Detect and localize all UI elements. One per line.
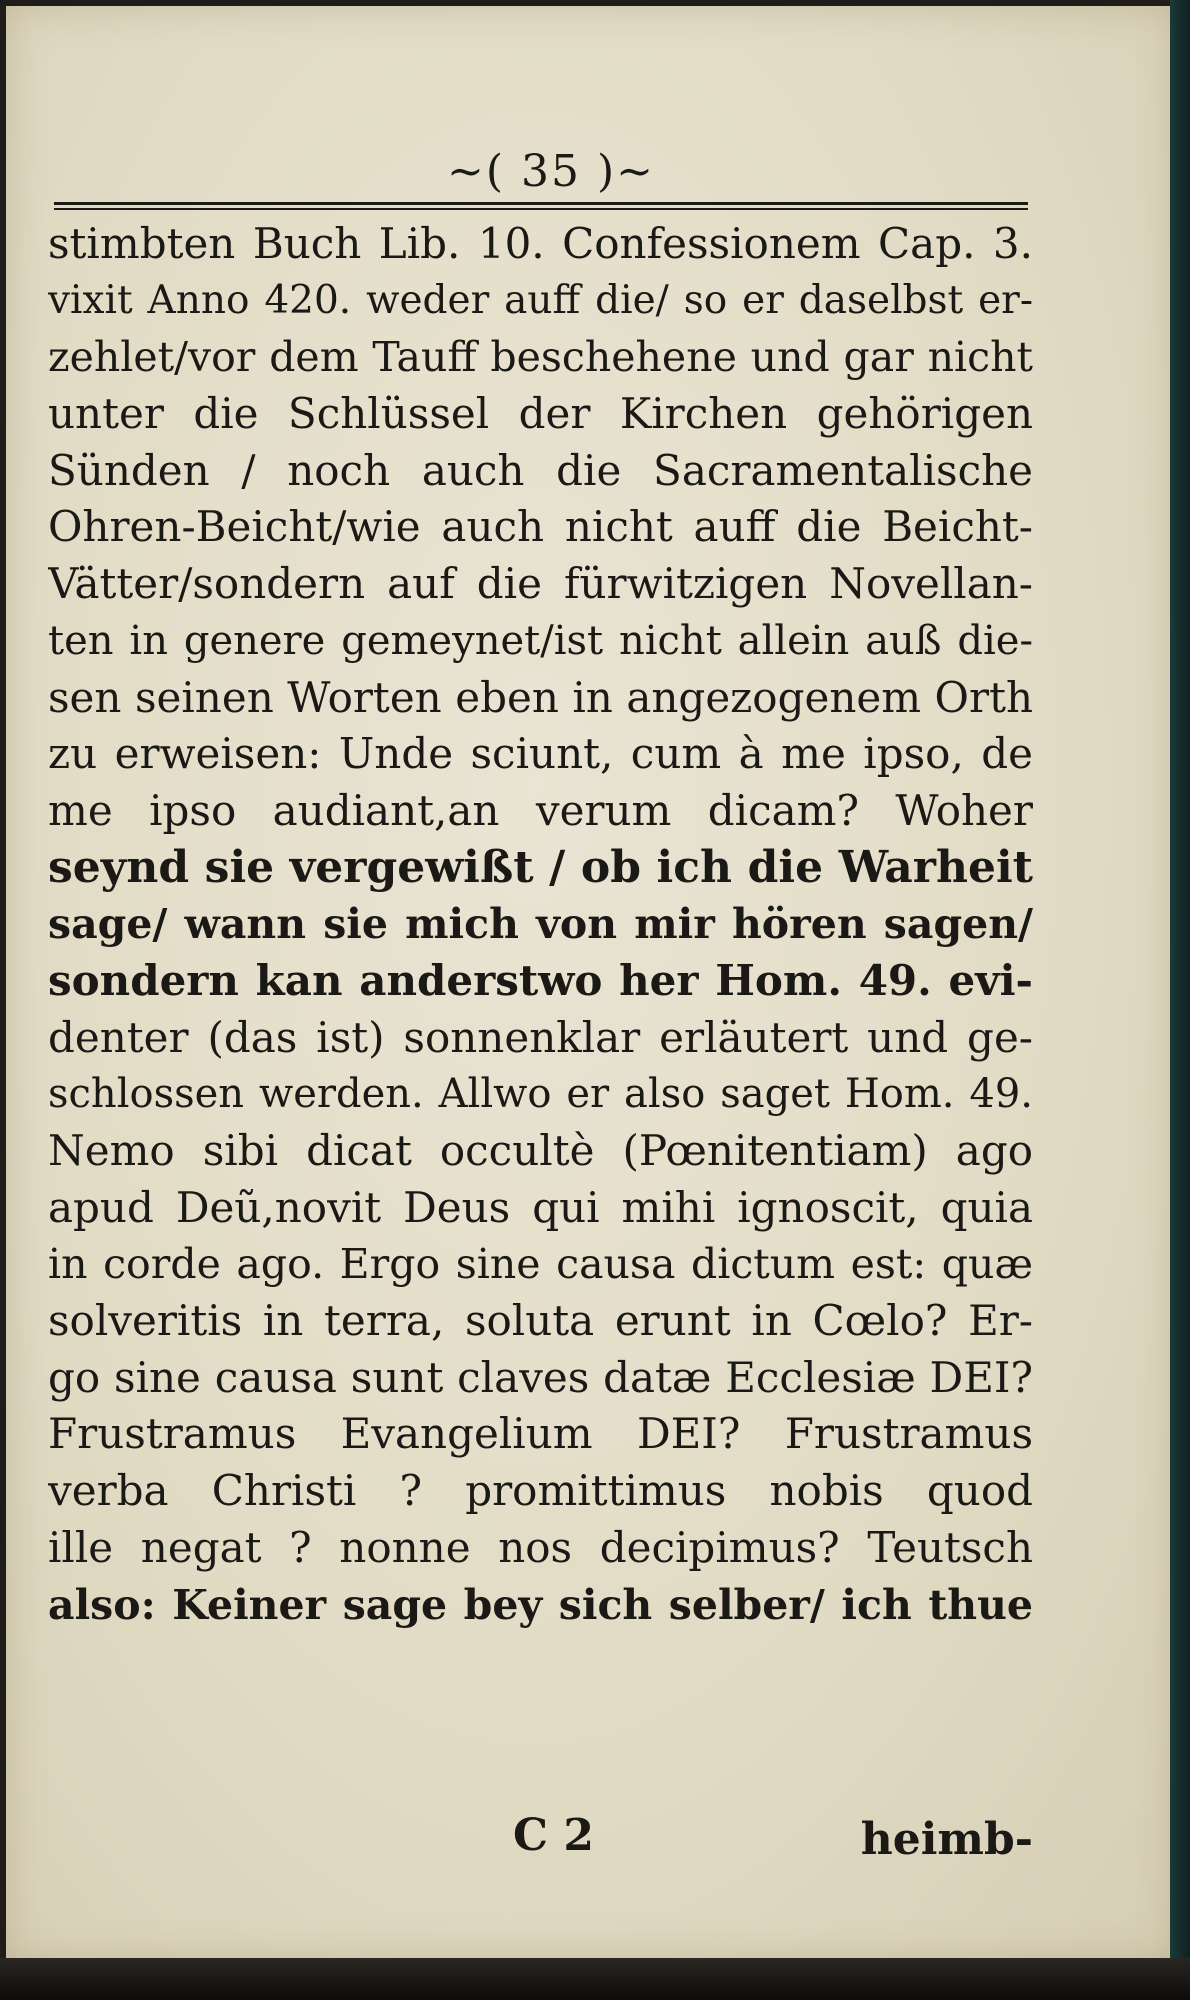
text-line: ille negat ? nonne nos decipimus? Teutsch	[48, 1522, 1033, 1572]
text-line: unter die Schlüssel der Kirchen gehörigen	[48, 389, 1033, 439]
book-edge-bottom	[0, 1958, 1190, 2000]
text-line: stimbten Buch Lib. 10. Confessionem Cap. 3.	[48, 219, 1033, 268]
text-line: Vätter/sondern auf die fürwitzigen Novellan-	[48, 559, 1033, 609]
page-number-header: ~( 35 )~	[446, 146, 656, 197]
text-line: Nemo sibi dicat occultè (Pœnitentiam) ago	[48, 1126, 1033, 1175]
text-line: ten in genere gemeynet/ist nicht allein auß die-	[48, 617, 1033, 664]
text-line: zu erweisen: Unde sciunt, cum à me ipso, de	[48, 729, 1033, 779]
book-page	[6, 6, 1176, 1961]
header-rule	[54, 202, 1028, 210]
text-line: solveritis in terra, soluta erunt in Cœlo? Er-	[48, 1296, 1033, 1346]
text-line: denter (das ist) sonnenklar erläutert und ge-	[48, 1012, 1033, 1062]
book-edge-right	[1170, 0, 1190, 2000]
text-line: schlossen werden. Allwo er also saget Hom. 49.	[48, 1071, 1033, 1118]
text-line: in corde ago. Ergo sine causa dictum est: quæ	[48, 1240, 1033, 1289]
text-line: go sine causa sunt claves datæ Ecclesiæ DEI?	[48, 1352, 1033, 1402]
text-line: me ipso audiant,an verum dicam? Woher	[48, 785, 1033, 835]
text-line: sondern kan anderstwo her Hom. 49. evi-	[48, 955, 1033, 1005]
text-line: zehlet/vor dem Tauff beschehene und gar nicht	[48, 333, 1033, 382]
catchword: heimb-	[860, 1814, 1033, 1865]
text-line: seynd sie vergewißt / ob ich die Warheit	[48, 841, 1033, 893]
text-line: Frustramus Evangelium DEI? Frustramus	[48, 1409, 1033, 1459]
body-text	[48, 216, 1033, 1633]
text-line: sen seinen Worten eben in angezogenem Orth	[48, 672, 1033, 722]
text-line: verba Christi ? promittimus nobis quod	[48, 1466, 1033, 1516]
text-line: sage/ wann sie mich von mir hören sagen/	[48, 900, 1033, 949]
text-line: also: Keiner sage bey sich selber/ ich thue	[48, 1580, 1033, 1629]
text-line: vixit Anno 420. weder auff die/ so er daselbst er-	[48, 277, 1033, 323]
text-line: Sünden / noch auch die Sacramentalische	[48, 445, 1033, 495]
text-line: Ohren-Beicht/wie auch nicht auff die Beicht-	[48, 502, 1033, 552]
text-line: apud Deũ,novit Deus qui mihi ignoscit, quia	[48, 1182, 1033, 1232]
page-footer	[48, 1810, 1033, 1870]
signature-mark: C 2	[513, 1810, 594, 1861]
